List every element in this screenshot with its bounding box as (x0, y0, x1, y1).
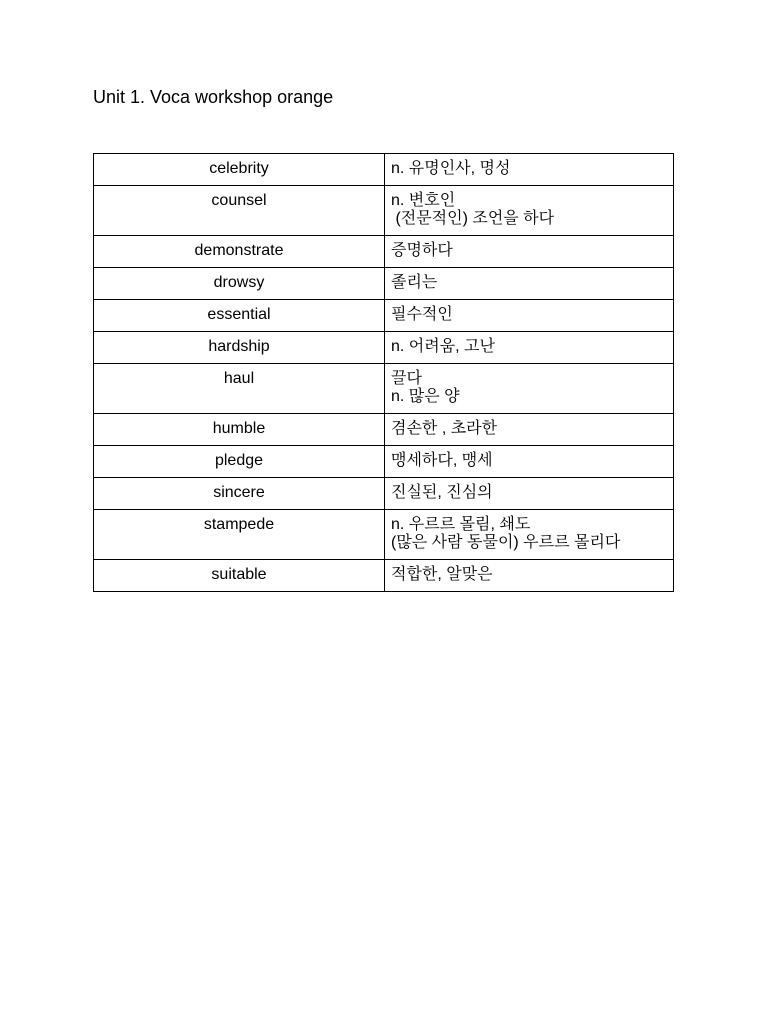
vocab-meaning (385, 236, 674, 268)
meaning-line: (전문적인) 조언을 하다 (391, 210, 555, 227)
meaning-line: n. 변호인 (391, 192, 456, 209)
table-row (94, 560, 674, 592)
vocab-meaning (385, 478, 674, 510)
vocab-word: counsel (94, 186, 385, 236)
table-row (94, 154, 674, 186)
vocab-word: drowsy (94, 268, 385, 300)
vocab-word: sincere (94, 478, 385, 510)
table-row (94, 268, 674, 300)
vocab-meaning (385, 332, 674, 364)
vocab-meaning (385, 268, 674, 300)
meaning-line: (많은 사람 동물이) 우르르 몰리다 (391, 534, 621, 551)
meaning-line: 맹세하다, 맹세 (391, 452, 493, 469)
vocab-word: humble (94, 414, 385, 446)
meaning-line: n. 많은 양 (391, 388, 460, 405)
vocab-table (93, 153, 674, 592)
vocab-table-body (94, 154, 674, 592)
vocab-word: stampede (94, 510, 385, 560)
vocab-word: essential (94, 300, 385, 332)
vocab-meaning (385, 154, 674, 186)
meaning-line: 겸손한 , 초라한 (391, 420, 498, 437)
meaning-line: n. 어려움, 고난 (391, 338, 495, 355)
meaning-line: 졸리는 (391, 274, 438, 291)
table-row (94, 364, 674, 414)
table-row (94, 236, 674, 268)
vocab-word: pledge (94, 446, 385, 478)
vocab-word: demonstrate (94, 236, 385, 268)
table-row (94, 414, 674, 446)
vocab-meaning (385, 446, 674, 478)
page-title: Unit 1. Voca workshop orange (93, 87, 334, 107)
meaning-line: 진실된, 진심의 (391, 484, 493, 501)
table-row (94, 510, 674, 560)
meaning-line: 적합한, 알맞은 (391, 566, 493, 583)
vocab-meaning (385, 560, 674, 592)
vocab-meaning (385, 300, 674, 332)
vocab-meaning (385, 510, 674, 560)
meaning-line: 증명하다 (391, 242, 453, 259)
vocab-meaning (385, 186, 674, 236)
table-row (94, 478, 674, 510)
meaning-line: n. 우르르 몰림, 쇄도 (391, 516, 531, 533)
table-row (94, 300, 674, 332)
meaning-line: n. 유명인사, 명성 (391, 160, 511, 177)
table-row (94, 446, 674, 478)
meaning-line: 필수적인 (391, 306, 453, 323)
meaning-line: 끌다 (391, 370, 422, 387)
vocab-meaning (385, 364, 674, 414)
table-row (94, 186, 674, 236)
vocab-word: haul (94, 364, 385, 414)
vocab-word: suitable (94, 560, 385, 592)
vocab-word: celebrity (94, 154, 385, 186)
vocab-word: hardship (94, 332, 385, 364)
table-row (94, 332, 674, 364)
vocab-meaning (385, 414, 674, 446)
